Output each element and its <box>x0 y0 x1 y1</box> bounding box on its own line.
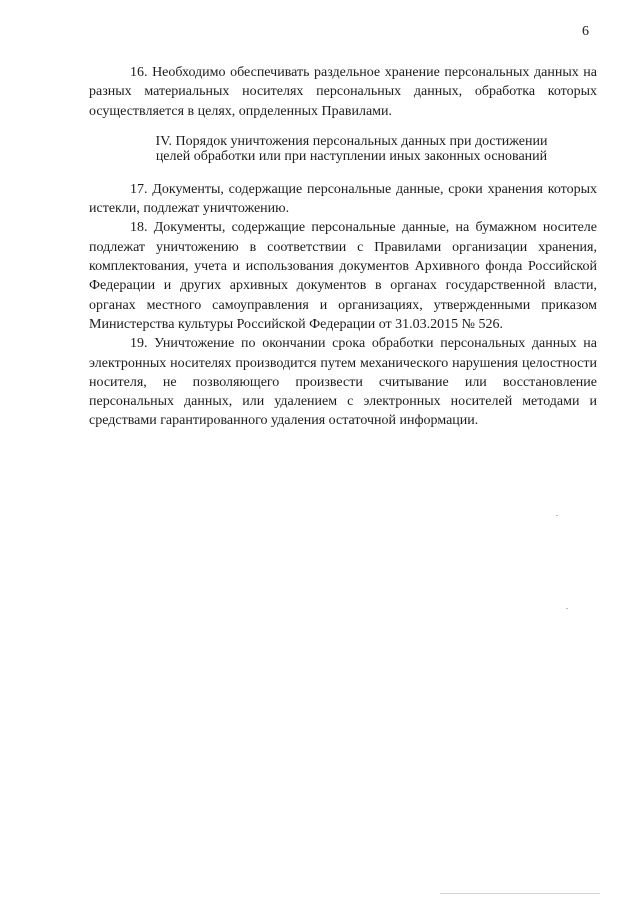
paragraph-17: 17. Документы, содержащие персональные данные, сроки хранения которых истекли, подлежат уничтожению. <box>89 181 597 217</box>
section-heading-line-2: целей обработки или при наступлении иных законных оснований <box>155 148 548 164</box>
paragraph-18: 18. Документы, содержащие персональные данные, на бумажном носителе подлежат уничтожению в соответствии с Правилами организации хранения, комплектования, учета и использования документов Архивного фонда Российской Федерации и других архивных документов в органах государственной власти, органах местного самоуправления и организациях, утвержденными приказом Министерства культуры Российской Федерации от 31.03.2015 № 526. <box>89 220 597 332</box>
paragraph-16: 16. Необходимо обеспечивать раздельное хранение персональных данных на разных материальных носителях персональных данных, обработка которых осуществляется в целях, опрделенных Правилами. <box>89 65 597 119</box>
section-heading <box>109 121 594 180</box>
section-heading-line-1: IV. Порядок уничтожения персональных данных при достижении <box>155 133 548 149</box>
scan-dot <box>566 608 568 609</box>
page-number: 6 <box>582 24 589 39</box>
paragraph-19: 19. Уничтожение по окончании срока обработки персональных данных на электронных носителях производится путем механического нарушения целостности носителя, не позволяющего произвести считывание или восстановление персональных данных, или удалением с электронных носителей методами и средствами гарантированного удаления остаточной информации. <box>89 336 597 429</box>
scan-dot <box>556 515 558 516</box>
scan-edge-line <box>440 893 600 894</box>
document-body <box>89 63 597 431</box>
